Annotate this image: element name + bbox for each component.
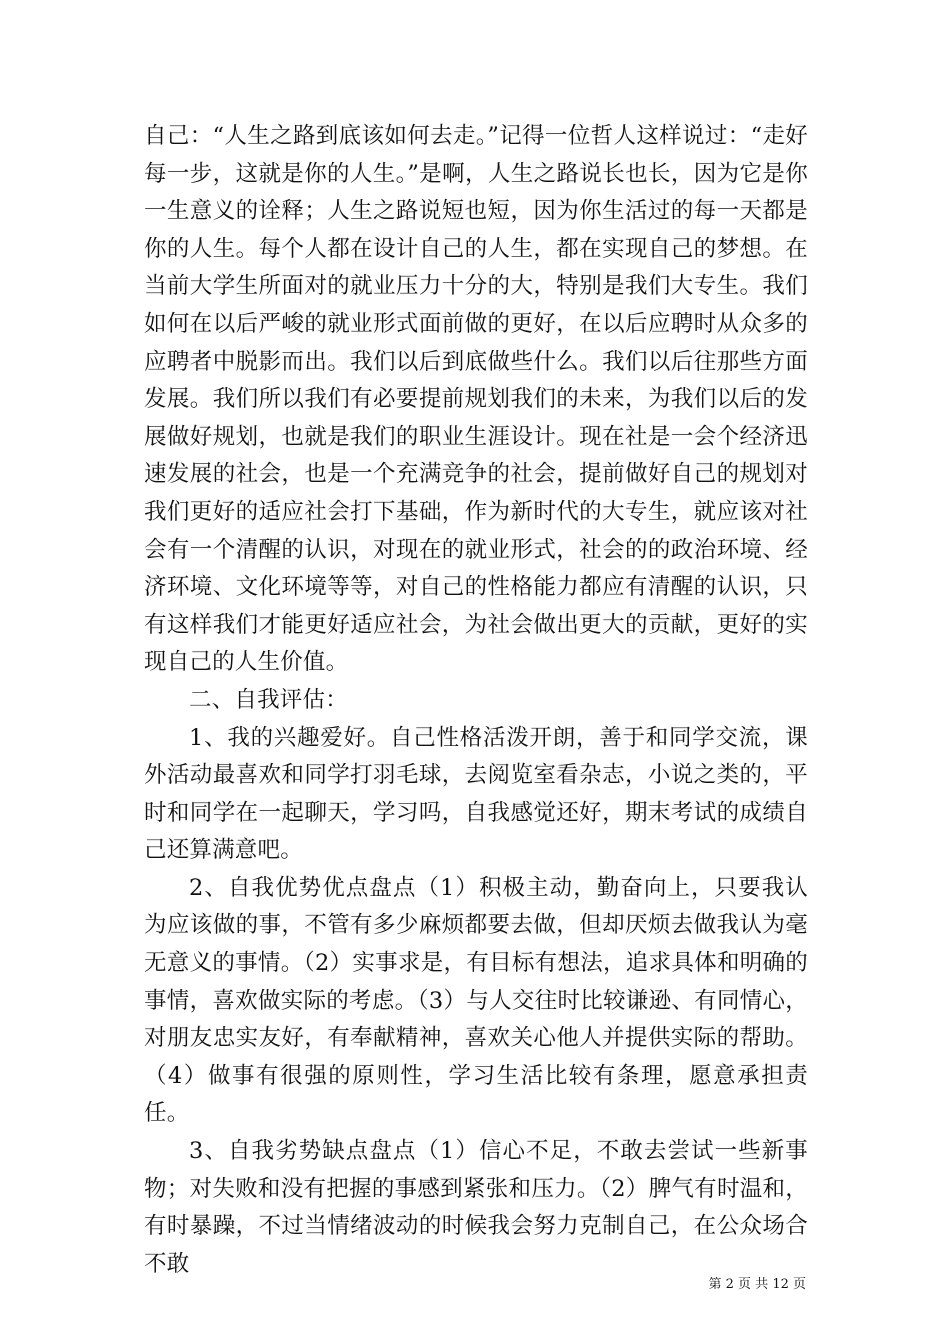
section-heading-self-assessment: 二、自我评估： xyxy=(189,686,348,713)
paragraph-intro: 自己：“人生之路到底该如何去走。”记得一位哲人这样说过：“走好每一步，这就是你的人生。”是啊，人生之路说长也长，因为它是你一生意义的诠释；人生之路说短也短，因为你生活过的每一天都是你的人生。每个人都在设计自己的人生，都在实现自己的梦想。在当前大学生所面对的就业压力十分的大，特别是我们大专生。我们如何在以后严峻的就业形式面前做的更好，在以后应聘时从众多的应聘者中脱影而出。我们以后到底做些什么。我们以后往那些方面发展。我们所以我们有必要提前规划我们的未来，为我们以后的发展做好规划，也就是我们的职业生涯设计。现在社是一会个经济迅速发展的社会，也是一个充满竞争的社会，提前做好自己的规划对我们更好的适应社会打下基础，作为新时代的大专生，就应该对社会有一个清醒的认识，对现在的就业形式，社会的的政治环境、经济环境、文化环境等等，对自己的性格能力都应有清醒的认识，只有这样我们才能更好适应社会，为社会做出更大的贡献，更好的实现自己的人生价值。 xyxy=(144,123,808,676)
page-number-footer: 第 2 页 共 12 页 xyxy=(708,1277,806,1292)
paragraph-interests: 1、我的兴趣爱好。自己性格活泼开朗，善于和同学交流，课外活动最喜欢和同学打羽毛球，去阅览室看杂志，小说之类的，平时和同学在一起聊天，学习吗，自我感觉还好，期末考试的成绩自己还算满意吧。 xyxy=(144,724,808,864)
document-body xyxy=(144,118,808,1283)
paragraph-strengths: 2、自我优势优点盘点（1）积极主动，勤奋向上，只要我认为应该做的事，不管有多少麻烦都要去做，但却厌烦去做我认为毫无意义的事情。（2）实事求是，有目标有想法，追求具体和明确的事情，喜欢做实际的考虑。（3）与人交往时比较谦逊、有同情心，对朋友忠实友好，有奉献精神，喜欢关心他人并提供实际的帮助。（4）做事有很强的原则性，学习生活比较有条理，愿意承担责任。 xyxy=(144,874,808,1127)
paragraph-weaknesses: 3、自我劣势缺点盘点（1）信心不足，不敢去尝试一些新事物；对失败和没有把握的事感到紧张和压力。（2）脾气有时温和，有时暴躁，不过当情绪波动的时候我会努力克制自己，在公众场合不敢 xyxy=(144,1138,808,1277)
